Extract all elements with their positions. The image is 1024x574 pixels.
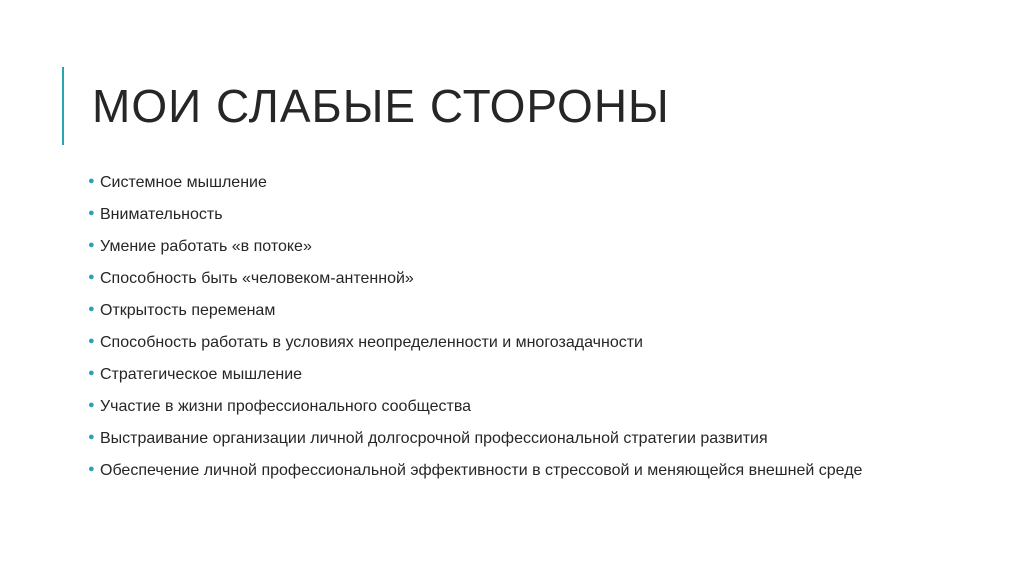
bullet-dot-icon: ● bbox=[88, 367, 95, 379]
bullet-item bbox=[86, 460, 886, 481]
bullet-text: Открытость переменам bbox=[100, 302, 276, 319]
bullet-dot-icon: ● bbox=[88, 271, 95, 283]
bullet-dot-icon: ● bbox=[88, 175, 95, 187]
bullet-item bbox=[86, 204, 886, 225]
bullet-text: Выстраивание организации личной долгосрочной профессиональной стратегии развития bbox=[100, 430, 768, 447]
bullet-dot-icon: ● bbox=[88, 431, 95, 443]
bullet-item bbox=[86, 172, 886, 193]
bullet-dot-icon: ● bbox=[88, 239, 95, 251]
bullet-item bbox=[86, 268, 886, 289]
bullet-text: Внимательность bbox=[100, 206, 223, 223]
bullet-list bbox=[86, 172, 886, 492]
bullet-text: Способность работать в условиях неопределенности и многозадачности bbox=[100, 334, 643, 351]
title-accent-bar bbox=[62, 67, 64, 145]
bullet-item bbox=[86, 332, 886, 353]
bullet-text: Стратегическое мышление bbox=[100, 366, 303, 383]
bullet-item bbox=[86, 236, 886, 257]
bullet-item bbox=[86, 300, 886, 321]
bullet-text: Системное мышление bbox=[100, 174, 267, 191]
bullet-item bbox=[86, 428, 886, 449]
bullet-dot-icon: ● bbox=[88, 463, 95, 475]
bullet-dot-icon: ● bbox=[88, 399, 95, 411]
bullet-text: Способность быть «человеком-антенной» bbox=[100, 270, 414, 287]
bullet-item bbox=[86, 364, 886, 385]
slide-title: МОИ СЛАБЫЕ СТОРОНЫ bbox=[92, 80, 670, 132]
bullet-dot-icon: ● bbox=[88, 303, 95, 315]
bullet-text: Участие в жизни профессионального сообщества bbox=[100, 398, 472, 415]
bullet-text: Умение работать «в потоке» bbox=[100, 238, 312, 255]
bullet-item bbox=[86, 396, 886, 417]
bullet-dot-icon: ● bbox=[88, 207, 95, 219]
bullet-text: Обеспечение личной профессиональной эффективности в стрессовой и меняющейся внешней среде bbox=[100, 462, 863, 479]
bullet-dot-icon: ● bbox=[88, 335, 95, 347]
